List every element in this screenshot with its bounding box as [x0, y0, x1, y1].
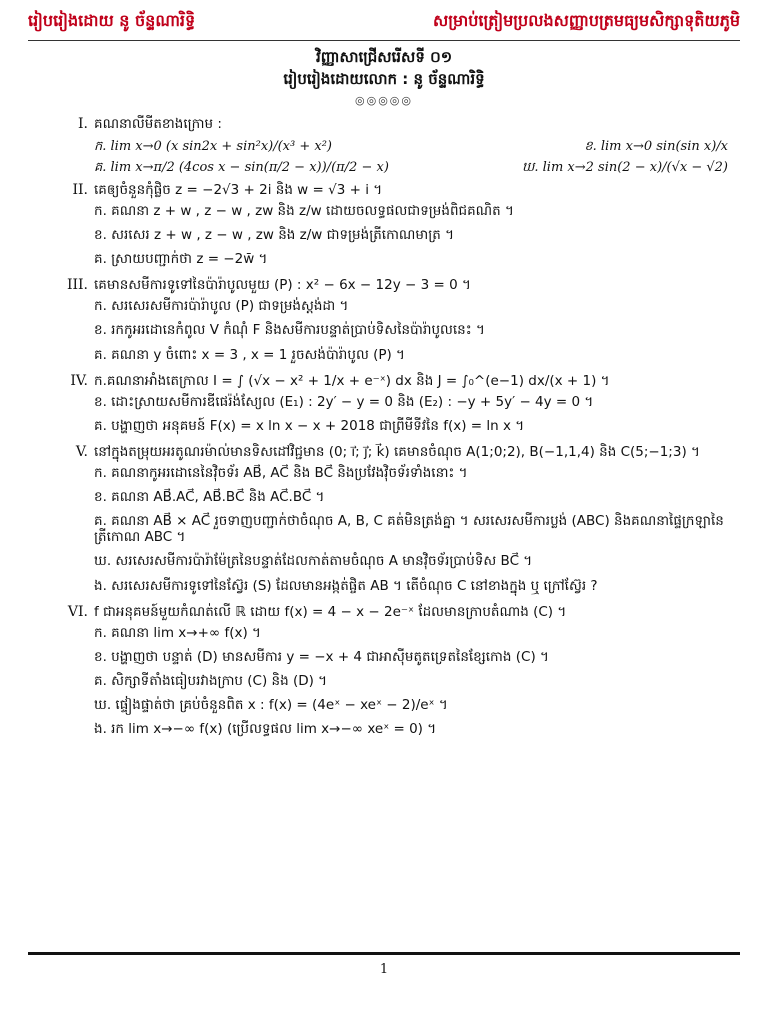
list-item: គ. ស្រាយបញ្ជាក់ថា z = −2w̄ ។ [94, 251, 268, 268]
list-item: គ. បង្ហាញថា អនុគមន៍ F(x) = x ln x − x + 2018 ជាព្រីមីទីវនៃ f(x) = ln x ។ [94, 417, 525, 434]
limit-item: ឃ. lim x→2 sin(2 − x)/(√x − √2) [521, 160, 728, 176]
limit-item: គ. lim x→π/2 (4cos x − sin(π/2 − x))/(π/2 − x) [94, 160, 389, 176]
exam-content [60, 110, 728, 742]
section-number: III. [66, 277, 88, 294]
list-item: ក. គណនា z + w , z − w , zw និង z/w ដោយចលទ្ធផលជាទម្រង់ពិជគណិត ។ [94, 202, 514, 219]
section-5 [60, 444, 728, 598]
page-header [28, 6, 740, 38]
section-number: I. [78, 116, 88, 132]
section-2 [60, 182, 728, 271]
list-item: គ. គណនា y ចំពោះ x = 3 , x = 1 រួចសង់ប៉ារ៉ាបូល (P) ។ [94, 346, 405, 363]
page-number: 1 [379, 962, 389, 977]
section-number: VI. [67, 603, 88, 620]
section-4 [60, 373, 728, 438]
list-item: ង. សរសេរសមីការទូទៅនៃស្វ៊ែរ (S) ដែលមានអង្កត់ផ្ចិត AB ។ តើចំណុច C នៅខាងក្នុង ឬ ក្រៅស្វ៊ែរ ? [94, 577, 598, 594]
limit-list [94, 139, 728, 155]
section-number: II. [72, 181, 88, 198]
list-item: ង. រក lim x→−∞ f(x) (ប្រើលទ្ធផល lim x→−∞ xeˣ = 0) ។ [94, 721, 437, 738]
limit-item: ខ. lim x→0 sin(sin x)/x [584, 138, 728, 154]
list-item: ឃ. សរសេរសមីការប៉ារ៉ាម៉ែត្រនៃបន្ទាត់ដែលកាត់តាមចំណុច A មានវ៉ិចទ័រប្រាប់ទិស BC⃗ ។ [94, 553, 533, 570]
list-item: ក. សរសេរសមីការប៉ារ៉ាបូល (P) ជាទម្រង់ស្តង់ដា ។ [94, 298, 349, 315]
list-item: គ. គណនា AB⃗ × AC⃗ រួចទាញបញ្ជាក់ថាចំណុច A, B, C គត់មិនត្រង់គ្នា ។ សរសេរសមីការប្លង់ (ABC) និងគណនាផ្ទៃក្រឡានៃត្រីកោណ ABC ។ [94, 513, 724, 546]
header-left: រៀបរៀងដោយ នូ ច័ន្ទណារិទ្ធិ [28, 11, 196, 30]
list-item: ខ. ដោះស្រាយសមីការឌីផេរ៉ង់ស្យែល (E₁) : 2y′ − y = 0 និង (E₂) : −y + 5y′ − 4y = 0 ។ [94, 393, 594, 410]
section-6 [60, 604, 728, 742]
list-item: ក. គណនាកូអរដោនេនៃវ៉ិចទ័រ AB⃗, AC⃗ និង BC⃗ និងប្រវែងវ៉ិចទ័រទាំងនោះ ។ [94, 464, 468, 481]
header-right: សម្រាប់ត្រៀមប្រលងសញ្ញាបត្រមធ្យមសិក្សាទុតិយភូមិ [432, 11, 740, 30]
list-item: គ. សិក្សាទីតាំងធៀបរវាងក្រាប (C) និង (D) ។ [94, 672, 328, 689]
section-text: គេមានសមីការទូទៅនៃប៉ារ៉ាបូលមួយ (P) : x² − 6x − 12y − 3 = 0 ។ [94, 277, 471, 294]
section-text: f ជាអនុគមន៍មួយកំណត់លើ ℝ ដោយ f(x) = 4 − x − 2e⁻ˣ ដែលមានក្រាបតំណាង (C) ។ [94, 603, 567, 620]
title-ornament: ◎◎◎◎◎ [355, 94, 413, 107]
header-divider [28, 40, 740, 41]
section-text: នៅក្នុងតម្រុយអរតូណរម៉ាល់មានទិសដៅវិជ្ជមាន (0; i⃗; j⃗; k⃗) គេមានចំណុច A(1;0;2), B(−1,1,4) និង C(5;−1;3) ។ [94, 443, 700, 460]
section-text: គណនាលីមីតខាងក្រោម : [94, 116, 222, 132]
section-text: ក.គណនាអាំងតេក្រាល I = ∫ (√x − x² + 1/x + e⁻ˣ) dx និង J = ∫₀^(e−1) dx/(x + 1) ។ [94, 372, 610, 389]
exam-title: វិញ្ញាសាជ្រើសរើសទី ០១ [315, 48, 453, 66]
limit-item: ក. lim x→0 (x sin2x + sin²x)/(x³ + x²) [94, 138, 332, 154]
footer-divider [28, 952, 740, 955]
list-item: ឃ. ផ្ទៀងផ្ទាត់ថា គ្រប់ចំនួនពិត x : f(x) = (4eˣ − xeˣ − 2)/eˣ ។ [94, 697, 448, 714]
list-item: ខ. រកកូអរដោនេកំពូល V កំណុំ F និងសមីការបន្ទាត់ប្រាប់ទិសនៃប៉ារ៉ាបូលនេះ ។ [94, 322, 485, 339]
section-1 [60, 116, 728, 176]
list-item: ខ. បង្ហាញថា បន្ទាត់ (D) មានសមីការ y = −x + 4 ជាអាស៊ីមតូតទ្រេតនៃខ្សែកោង (C) ។ [94, 648, 549, 665]
section-text: គេឲ្យចំនួនកុំផ្លិច z = −2√3 + 2i និង w = √3 + i ។ [94, 181, 383, 198]
section-number: IV. [70, 372, 88, 389]
list-item: ខ. សរសេរ z + w , z − w , zw និង z/w ជាទម្រង់ត្រីកោណមាត្រ ។ [94, 226, 455, 243]
exam-author: រៀបរៀងដោយលោក : នូ ច័ន្ទណារិទ្ធិ [283, 70, 485, 88]
list-item: ក. គណនា lim x→+∞ f(x) ។ [94, 624, 261, 641]
section-number: V. [75, 443, 88, 460]
limit-list [94, 160, 728, 176]
section-3 [60, 277, 728, 366]
list-item: ខ. គណនា AB⃗.AC⃗, AB⃗.BC⃗ និង AC⃗.BC⃗ ។ [94, 488, 325, 505]
